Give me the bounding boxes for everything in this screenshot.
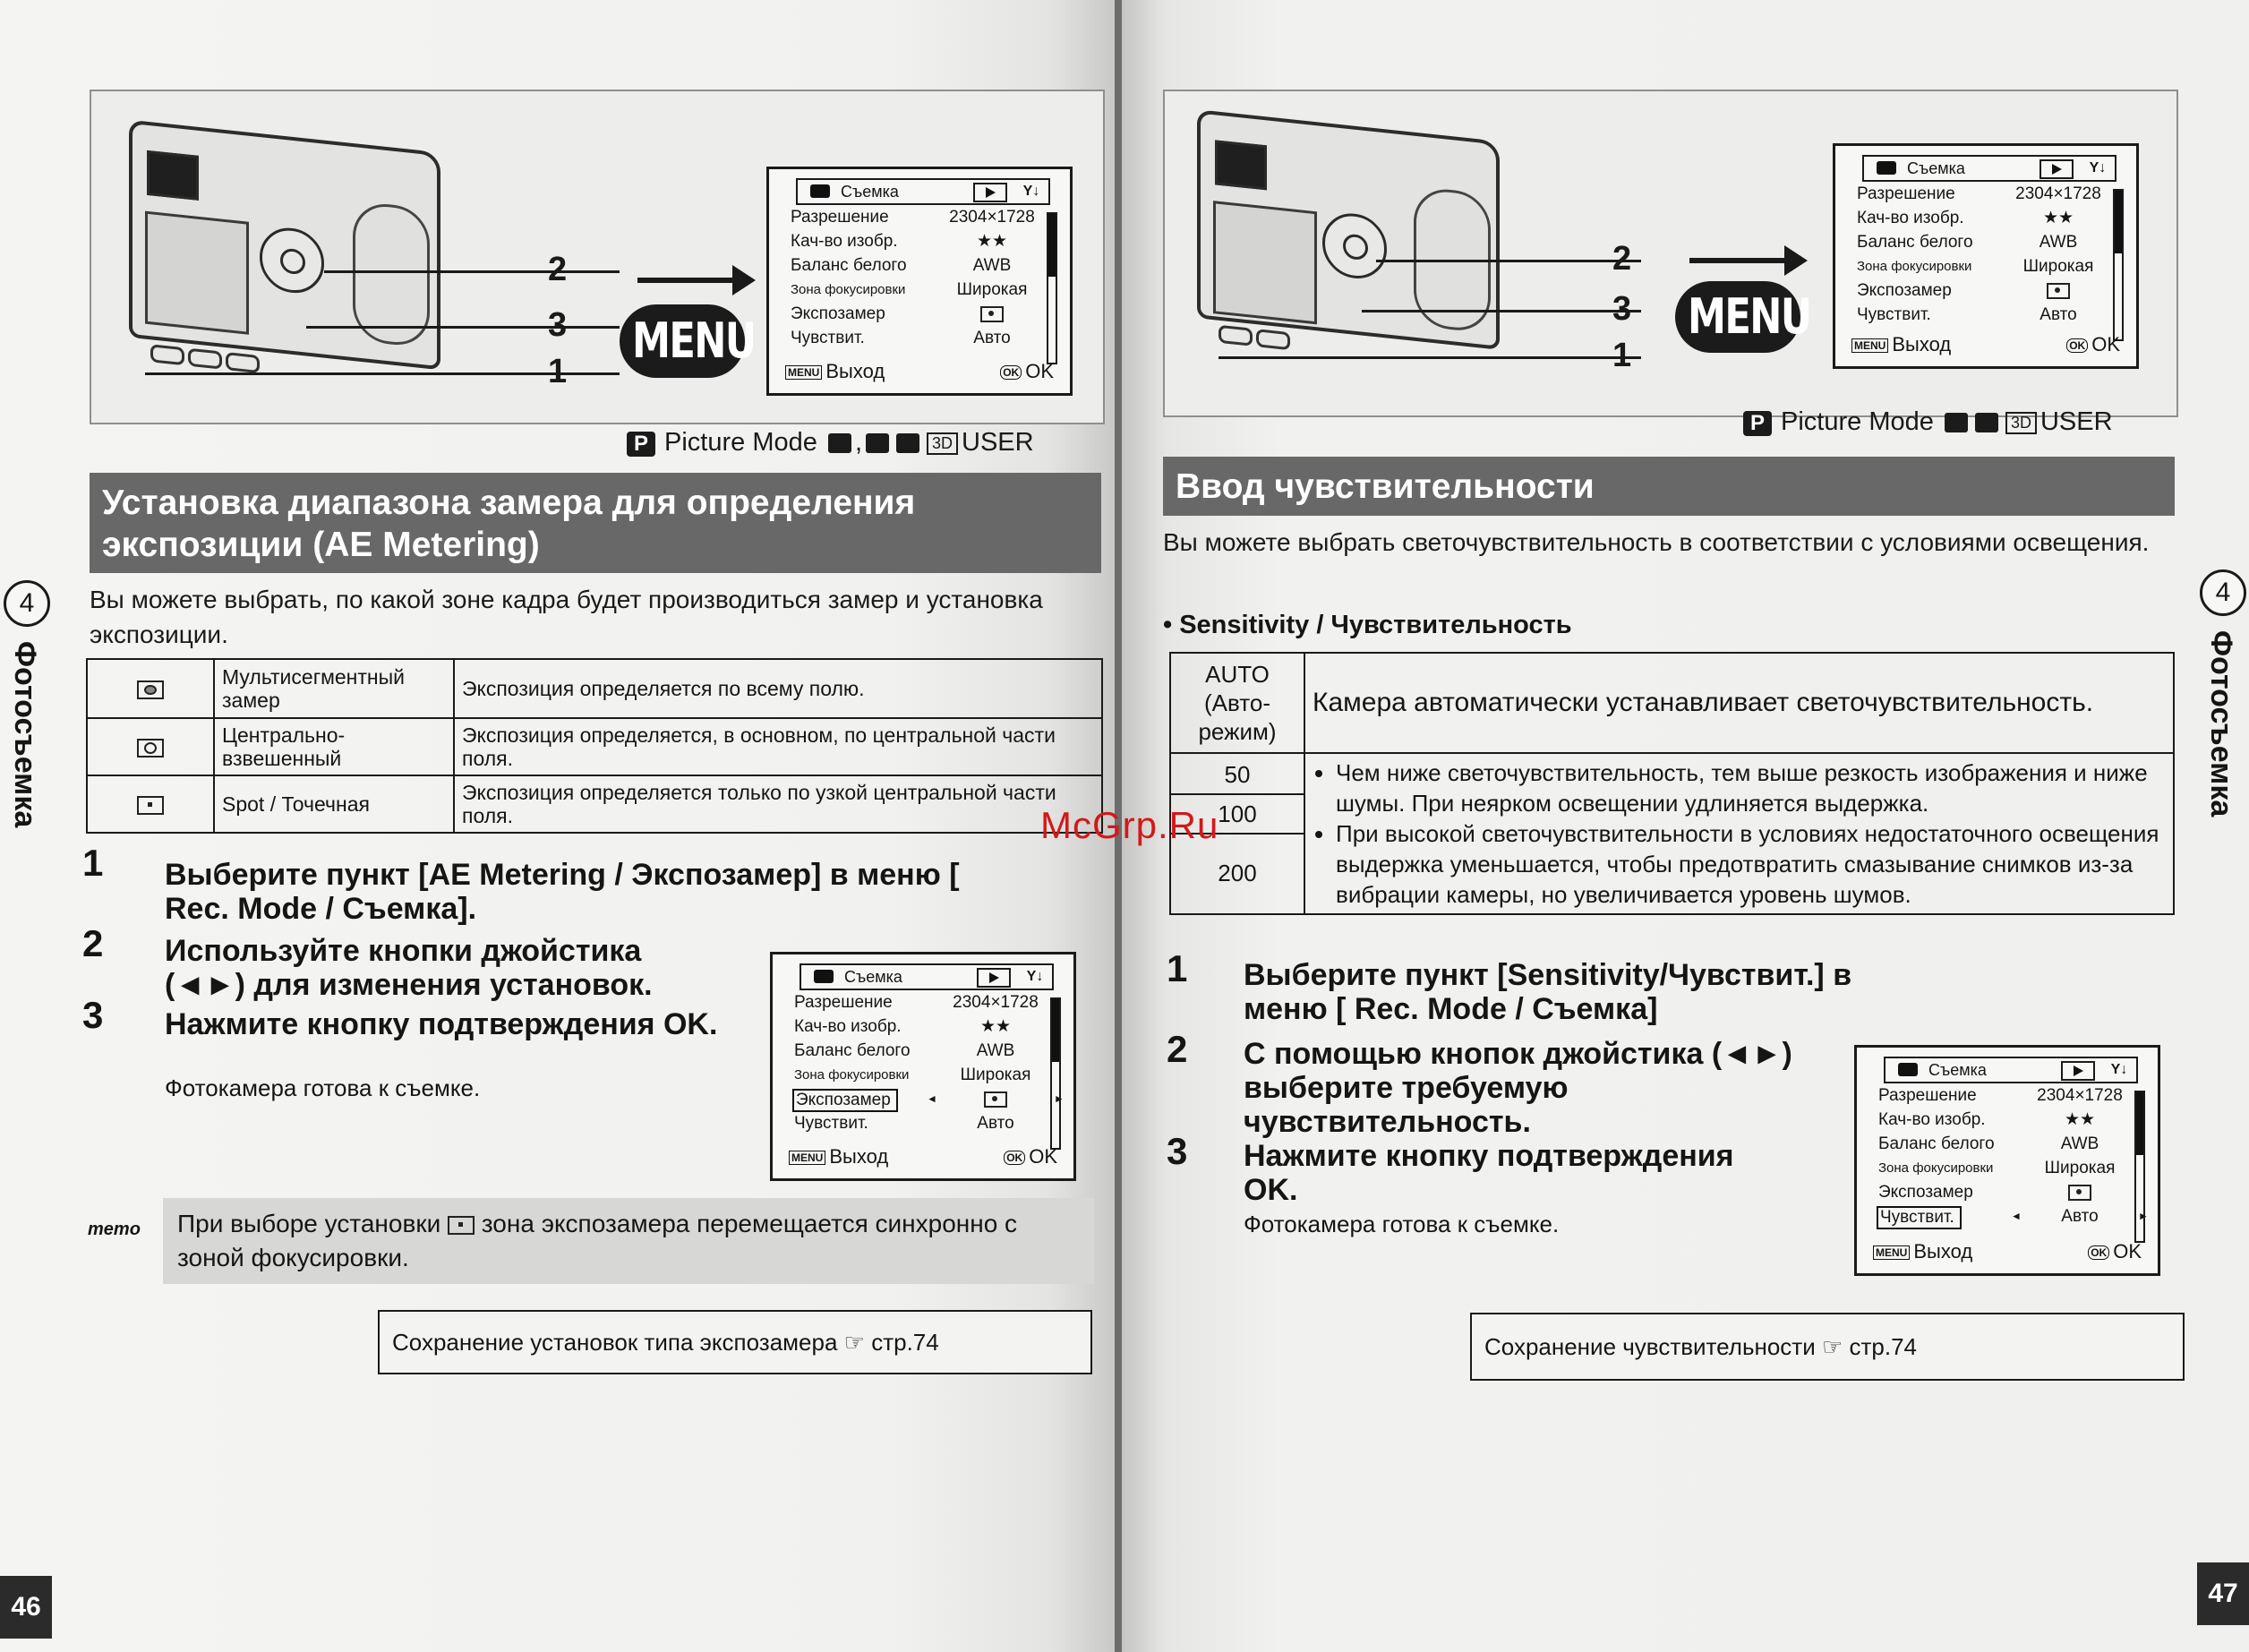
menu-row: Разрешение 2304×1728 <box>1878 1086 2123 1105</box>
step-text: Используйте кнопки джойстика (◄►) для изменения установок. <box>165 934 653 1002</box>
camera-button <box>188 348 222 370</box>
iso-value: 200 <box>1218 860 1257 886</box>
callout-line <box>1376 260 1641 262</box>
camera-illustration <box>129 120 440 371</box>
camera-lcd <box>1213 201 1317 324</box>
watermark: McGrp.Ru <box>1040 804 1219 846</box>
scrollbar <box>2134 1091 2145 1243</box>
table-row <box>1170 653 2174 753</box>
camera-lcd <box>145 211 249 335</box>
menu-tabs <box>1884 1057 2138 1083</box>
callout-line <box>1362 310 1641 312</box>
camera-menu-screen-sensitivity <box>1854 1045 2160 1276</box>
tab-rec-mode: Съемка <box>801 965 955 989</box>
menu-row: Кач-во изобр. ★★ <box>1857 209 2074 227</box>
left-page <box>0 0 1115 1652</box>
program-mode-icon: P <box>627 432 655 457</box>
joystick-icon <box>260 225 324 296</box>
menu-footer: MENU Выход OK OK <box>1851 332 2120 357</box>
menu-row: Баланс белого AWB <box>1878 1134 2099 1153</box>
step-number: 2 <box>82 922 104 964</box>
left-arrow-icon: ◄ <box>2011 1210 2022 1222</box>
sensitivity-notes <box>1304 753 2174 914</box>
step-number: 1 <box>1167 947 1188 989</box>
menu-footer: MENU Выход OK OK <box>1873 1239 2142 1264</box>
header-illustration <box>90 90 1105 424</box>
left-arrow-icon: ◄ <box>927 1092 937 1105</box>
sensitivity-auto-desc: Камера автоматически устанавливает светочувствительность. <box>1304 653 2174 753</box>
mode-strip: P Picture Mode , 3D USER <box>627 428 1034 458</box>
metering-desc: Экспозиция определяется по всему полю. <box>454 659 1102 718</box>
callout-1: 1 <box>1612 337 1632 374</box>
table-row <box>87 718 1102 775</box>
camera-illustration <box>1197 109 1500 350</box>
callout-2: 2 <box>1612 240 1632 278</box>
right-arrow-icon <box>637 278 736 283</box>
camera-menu-screen <box>766 167 1073 396</box>
menu-footer: MENU Выход OK OK <box>785 359 1054 384</box>
menu-row: Экспозамер <box>791 302 1059 326</box>
metering-desc: Экспозиция определяется только по узкой центральной части поля. <box>454 775 1102 833</box>
metering-icon <box>984 1091 1007 1108</box>
callout-3: 3 <box>548 306 568 344</box>
step-note: Фотокамера готова к съемке. <box>165 1074 481 1101</box>
menu-tabs <box>796 178 1050 205</box>
menu-row: Кач-во изобр. ★★ <box>794 1017 1012 1036</box>
program-mode-icon: P <box>1743 411 1772 436</box>
iso-value: 50 <box>1171 756 1304 795</box>
tab-rec-mode: Съемка <box>1864 157 2018 180</box>
menu-row: Разрешение 2304×1728 <box>791 208 1035 227</box>
menu-row: Баланс белого AWB <box>794 1041 1015 1060</box>
playback-icon <box>2039 159 2074 179</box>
menu-key-icon: MENU <box>1873 1245 1910 1260</box>
spot-icon <box>448 1216 475 1235</box>
table-row <box>87 659 1102 718</box>
menu-row: Баланс белого AWB <box>791 256 1012 275</box>
menu-row: Экспозамер <box>1878 1180 2147 1204</box>
metering-name: Spot / Точечная <box>214 775 454 833</box>
ok-key-icon: OK <box>2066 338 2088 353</box>
callout-3: 3 <box>1612 290 1632 328</box>
setup-icon: Y↓ <box>2089 160 2107 175</box>
menu-row: Зона фокусировки Широкая <box>791 280 1028 299</box>
callout-1: 1 <box>548 353 568 390</box>
metering-icon <box>980 306 1004 322</box>
callout-line <box>1219 356 1641 359</box>
center-weighted-icon <box>137 739 164 758</box>
callout-line <box>306 326 620 329</box>
camera-icon <box>814 970 834 983</box>
intro-text: Вы можете выбрать, по какой зоне кадра будет производиться замер и установка экспозиции. <box>90 586 1043 648</box>
setup-icon: Y↓ <box>1022 184 1040 199</box>
right-arrow-icon <box>1689 258 1788 263</box>
menu-row: Баланс белого AWB <box>1857 233 2078 252</box>
step-text: С помощью кнопок джойстика (◄►) выберите требуемую чувствительность. <box>1244 1037 1792 1139</box>
ok-key-icon: OK <box>1004 1151 1025 1165</box>
menu-row: Зона фокусировки Широкая <box>794 1066 1031 1084</box>
menu-row: Чувствит. Авто <box>791 329 1011 347</box>
menu-row: Зона фокусировки Широкая <box>1878 1159 2116 1177</box>
sensitivity-auto: AUTO (Авто-режим) <box>1170 653 1304 753</box>
page-number: 47 <box>2197 1562 2249 1625</box>
step-text: Выберите пункт [AE Metering / Экспозамер] в меню [ Rec. Mode / Съемка]. <box>165 858 960 926</box>
camera-menu-screen-metering <box>770 952 1076 1181</box>
camera-button <box>226 352 260 373</box>
menu-button-icon: MENU <box>620 304 745 378</box>
step-number: 3 <box>82 994 104 1036</box>
chapter-tab <box>2196 569 2248 817</box>
step-text: Выберите пункт [Sensitivity/Чувствит.] в меню [ Rec. Mode / Съемка] <box>1244 958 1852 1026</box>
user-mode: USER <box>962 428 1034 457</box>
metering-icon <box>2068 1185 2091 1201</box>
ok-key-icon: OK <box>2088 1245 2109 1260</box>
callout-2: 2 <box>548 251 568 288</box>
metering-name: Мультисегментный замер <box>214 659 454 718</box>
section-title: Ввод чувствительности <box>1163 457 2175 516</box>
callout-line <box>324 270 620 273</box>
camera-button <box>1256 329 1290 350</box>
menu-key-icon: MENU <box>1851 338 1888 353</box>
mode-strip: P Picture Mode 3D USER <box>1743 407 2113 437</box>
chapter-label: Фотосъемка <box>8 641 42 828</box>
camera-icon <box>810 184 830 198</box>
step-number: 3 <box>1167 1130 1188 1172</box>
step-text: Нажмите кнопку подтверждения OK. <box>1244 1139 1734 1207</box>
metering-table <box>86 658 1103 834</box>
playback-icon <box>973 183 1007 202</box>
user-mode: USER <box>2039 407 2113 436</box>
table-row <box>1170 753 2174 914</box>
playback-icon <box>2061 1061 2095 1081</box>
camera-button <box>150 344 184 365</box>
chapter-number: 4 <box>2200 569 2246 616</box>
reference-box: Сохранение чувствительности ☞ стр.74 <box>1470 1313 2185 1381</box>
3d-icon: 3D <box>2005 412 2037 434</box>
multi-segment-icon <box>137 680 164 699</box>
setup-icon: Y↓ <box>1026 969 1044 984</box>
sensitivity-table <box>1169 652 2175 915</box>
tab-rec-mode: Съемка <box>1886 1058 2039 1082</box>
note-item: • Чем ниже светочувствительность, тем выше резкость изображения и ниже шумы. При неярком освещении удлиняется выдержка. <box>1336 758 2166 818</box>
menu-row-selected: Чувствит. ◄ Авто ► <box>1878 1204 2147 1228</box>
page-number: 46 <box>0 1576 52 1639</box>
setup-icon: Y↓ <box>2110 1062 2128 1077</box>
metering-desc: Экспозиция определяется, в основном, по центральной части поля. <box>454 718 1102 775</box>
scrollbar <box>1047 212 1057 364</box>
metering-icon <box>2047 283 2070 299</box>
menu-row: Зона фокусировки Широкая <box>1857 257 2094 276</box>
camera-flash-window <box>1215 140 1267 190</box>
scene-icon <box>1945 413 1968 432</box>
menu-tabs <box>1862 155 2116 182</box>
chapter-label: Фотосъемка <box>2204 630 2238 817</box>
playback-icon <box>977 968 1011 988</box>
camera-menu-screen <box>1833 143 2139 369</box>
menu-row: Чувствит. Авто <box>1857 305 2077 324</box>
section-title: Установка диапазона замера для определения экспозиции (AE Metering) <box>90 473 1101 573</box>
camera-icon <box>1877 161 1896 175</box>
scrollbar <box>1050 997 1061 1150</box>
intro-text: Вы можете выбрать светочувствительность в соответствии с условиями освещения. <box>1163 528 2150 556</box>
step-text: Нажмите кнопку подтверждения OK. <box>165 1007 718 1041</box>
header-illustration <box>1163 90 2178 417</box>
step-note: Фотокамера готова к съемке. <box>1244 1211 1560 1237</box>
tab-rec-mode: Съемка <box>798 180 952 203</box>
menu-row: Кач-во изобр. ★★ <box>1878 1110 2096 1129</box>
camera-flash-window <box>147 150 199 201</box>
memo-icon: memo <box>88 1220 141 1239</box>
menu-key-icon: MENU <box>789 1151 825 1165</box>
menu-tabs <box>800 963 1054 990</box>
menu-row-selected: Экспозамер ◄ ► <box>794 1087 1063 1111</box>
step-number: 1 <box>82 842 104 884</box>
chapter-tab <box>0 580 52 827</box>
memo-note: При выборе установки зона экспозамера перемещается синхронно с зоной фокусировки. <box>163 1198 1094 1284</box>
right-page <box>1122 0 2249 1652</box>
right-arrow-icon: ► <box>2138 1210 2149 1222</box>
scrollbar <box>2113 189 2124 341</box>
menu-row: Экспозамер <box>1857 278 2125 303</box>
step-number: 2 <box>1167 1028 1188 1070</box>
camera-icon <box>1898 1063 1918 1076</box>
sensitivity-heading: • Sensitivity / Чувствительность <box>1163 611 1572 639</box>
spot-icon <box>137 796 164 815</box>
note-item: • При высокой светочувствительности в условиях недостаточного освещения выдержка уменьшается, чтобы предотвратить смазывание снимков из-за вибрации камеры, но увеличивается уровень шумов. <box>1336 818 2166 910</box>
table-row <box>87 775 1102 833</box>
3d-icon: 3D <box>927 432 958 455</box>
movie-icon <box>866 433 889 453</box>
menu-row: Кач-во изобр. ★★ <box>791 232 1008 251</box>
iso-value: 100 <box>1171 795 1304 835</box>
menu-row: Разрешение 2304×1728 <box>1857 184 2101 203</box>
right-arrow-icon: ► <box>1054 1092 1065 1105</box>
menu-key-icon: MENU <box>785 365 822 380</box>
menu-button-icon: MENU <box>1675 281 1800 353</box>
camera-button <box>1219 325 1253 347</box>
panorama-icon <box>1975 413 1998 432</box>
menu-row: Разрешение 2304×1728 <box>794 993 1039 1012</box>
menu-footer: MENU Выход OK OK <box>789 1144 1057 1169</box>
joystick-icon <box>1322 210 1387 282</box>
menu-row: Чувствит. Авто <box>794 1114 1014 1133</box>
chapter-number: 4 <box>4 580 50 627</box>
scene-icon <box>828 433 851 453</box>
ok-key-icon: OK <box>1000 365 1022 380</box>
panorama-icon <box>896 433 919 453</box>
reference-box: Сохранение установок типа экспозамера ☞ стр.74 <box>378 1310 1092 1374</box>
metering-name: Центрально-взвешенный <box>214 718 454 775</box>
